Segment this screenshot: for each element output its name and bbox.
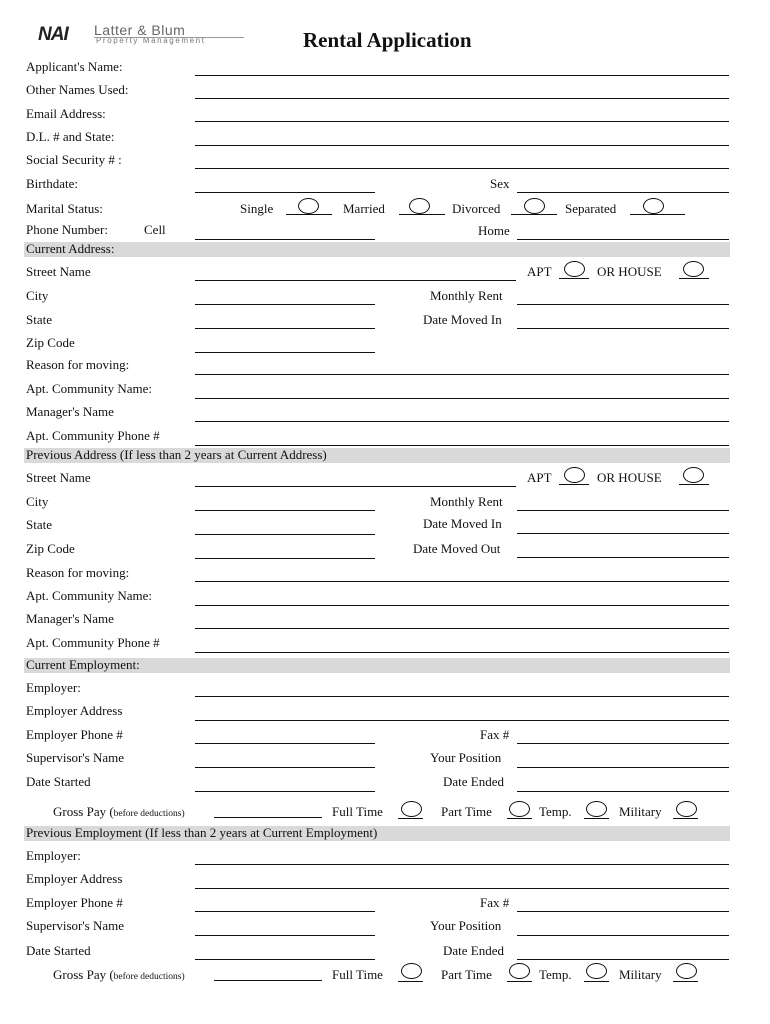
separated-label: Separated: [565, 201, 617, 216]
cur-military-label: Military: [619, 804, 662, 819]
cur-temp-label: Temp.: [539, 804, 572, 819]
cur-community-field[interactable]: [195, 398, 729, 399]
prev-community-phone-field[interactable]: [195, 652, 729, 653]
logo-name: Latter & Blum: [94, 22, 186, 38]
prev-house-label: OR HOUSE: [597, 470, 662, 485]
cur-state-label: State: [26, 312, 52, 327]
cur-full-time-label: Full Time: [332, 804, 383, 819]
email-field[interactable]: [195, 121, 729, 122]
prev-state-label: State: [26, 517, 52, 532]
cur-street-field[interactable]: [195, 280, 516, 281]
cur-employer-phone-label: Employer Phone #: [26, 727, 123, 742]
cur-zip-label: Zip Code: [26, 335, 75, 350]
prev-supervisor-label: Supervisor's Name: [26, 918, 125, 933]
cur-state-field[interactable]: [195, 328, 375, 329]
prev-temp-label: Temp.: [539, 967, 572, 982]
current-employment-heading: Current Employment:: [24, 658, 730, 673]
company-logo: [38, 22, 248, 46]
cur-house-radio[interactable]: [683, 261, 704, 277]
prev-manager-label: Manager's Name: [26, 611, 114, 626]
cur-supervisor-label: Supervisor's Name: [26, 750, 125, 765]
prev-employer-field[interactable]: [195, 864, 729, 865]
cur-fax-label: Fax #: [480, 727, 510, 742]
cur-full-time-radio[interactable]: [401, 801, 422, 817]
married-radio[interactable]: [409, 198, 430, 214]
cell-phone-field[interactable]: [195, 239, 375, 240]
cur-employer-label: Employer:: [26, 680, 81, 695]
cur-reason-label: Reason for moving:: [26, 357, 130, 372]
cur-date-started-field[interactable]: [195, 791, 375, 792]
cur-part-time-label: Part Time: [441, 804, 492, 819]
prev-employer-label: Employer:: [26, 848, 81, 863]
cur-rent-label: Monthly Rent: [430, 288, 503, 303]
cur-military-radio[interactable]: [676, 801, 697, 817]
prev-fax-field[interactable]: [517, 911, 729, 912]
prev-moved-out-field[interactable]: [517, 557, 729, 558]
cur-city-label: City: [26, 288, 49, 303]
page-title: Rental Application: [303, 28, 472, 52]
prev-community-label: Apt. Community Name:: [26, 588, 153, 603]
prev-apt-radio[interactable]: [564, 467, 585, 483]
cur-community-phone-field[interactable]: [195, 445, 729, 446]
previous-employment-heading: Previous Employment (If less than 2 years at Current Employment): [24, 826, 730, 841]
cur-community-label: Apt. Community Name:: [26, 381, 153, 396]
prev-reason-field[interactable]: [195, 581, 729, 582]
cur-apt-radio[interactable]: [564, 261, 585, 277]
prev-part-time-label: Part Time: [441, 967, 492, 982]
birthdate-field[interactable]: [195, 192, 375, 193]
prev-rent-label: Monthly Rent: [430, 494, 503, 509]
prev-rent-field[interactable]: [517, 510, 729, 511]
prev-temp-radio[interactable]: [586, 963, 607, 979]
current-address-heading: Current Address:: [24, 242, 730, 257]
prev-moved-in-field[interactable]: [517, 533, 729, 534]
prev-position-label: Your Position: [430, 918, 502, 933]
prev-street-field[interactable]: [195, 486, 516, 487]
cur-fax-field[interactable]: [517, 743, 729, 744]
divorced-label: Divorced: [452, 201, 501, 216]
prev-house-radio[interactable]: [683, 467, 704, 483]
dl-field[interactable]: [195, 145, 729, 146]
cur-temp-radio[interactable]: [586, 801, 607, 817]
cur-part-time-radio[interactable]: [509, 801, 530, 817]
prev-employer-phone-label: Employer Phone #: [26, 895, 123, 910]
prev-street-label: Street Name: [26, 470, 91, 485]
applicant-name-label: Applicant's Name:: [26, 59, 123, 74]
cur-date-ended-field[interactable]: [517, 791, 729, 792]
applicant-name-field[interactable]: [195, 75, 729, 76]
cur-supervisor-field[interactable]: [195, 767, 375, 768]
cur-reason-field[interactable]: [195, 374, 729, 375]
prev-date-ended-field[interactable]: [517, 959, 729, 960]
cur-moved-in-label: Date Moved In: [423, 312, 502, 327]
phone-label: Phone Number:: [26, 222, 108, 237]
prev-zip-field[interactable]: [195, 558, 375, 559]
sex-label: Sex: [490, 176, 510, 191]
prev-military-radio[interactable]: [676, 963, 697, 979]
sex-field[interactable]: [517, 192, 729, 193]
prev-full-time-label: Full Time: [332, 967, 383, 982]
prev-date-started-field[interactable]: [195, 959, 375, 960]
prev-position-field[interactable]: [517, 935, 729, 936]
prev-apt-label: APT: [527, 470, 552, 485]
prev-gross-pay-label: Gross Pay (before deductions): [53, 967, 185, 982]
cur-street-label: Street Name: [26, 264, 91, 279]
cur-zip-field[interactable]: [195, 352, 375, 353]
logo-sub: Property Management: [96, 36, 206, 45]
cur-manager-field[interactable]: [195, 421, 729, 422]
prev-gross-pay-field[interactable]: [214, 980, 322, 981]
married-label: Married: [343, 201, 385, 216]
cur-position-field[interactable]: [517, 767, 729, 768]
cur-house-label: OR HOUSE: [597, 264, 662, 279]
cur-position-label: Your Position: [430, 750, 502, 765]
cur-rent-field[interactable]: [517, 304, 729, 305]
ssn-label: Social Security # :: [26, 152, 122, 167]
birthdate-label: Birthdate:: [26, 176, 78, 191]
prev-employer-phone-field[interactable]: [195, 911, 375, 912]
dl-label: D.L. # and State:: [26, 129, 115, 144]
ssn-field[interactable]: [195, 168, 729, 169]
prev-full-time-radio[interactable]: [401, 963, 422, 979]
home-label: Home: [478, 223, 510, 238]
previous-address-heading: Previous Address (If less than 2 years at Current Address): [24, 448, 730, 463]
cur-moved-in-field[interactable]: [517, 328, 729, 329]
prev-date-started-label: Date Started: [26, 943, 91, 958]
prev-moved-in-label: Date Moved In: [423, 516, 502, 531]
single-radio[interactable]: [298, 198, 319, 214]
single-label: Single: [240, 201, 274, 216]
cur-date-started-label: Date Started: [26, 774, 91, 789]
cur-gross-pay-label: Gross Pay (before deductions): [53, 804, 185, 819]
prev-employer-address-label: Employer Address: [26, 871, 123, 886]
separated-radio[interactable]: [643, 198, 664, 214]
cur-city-field[interactable]: [195, 304, 375, 305]
prev-moved-out-label: Date Moved Out: [413, 541, 501, 556]
prev-city-field[interactable]: [195, 510, 375, 511]
prev-fax-label: Fax #: [480, 895, 510, 910]
prev-manager-field[interactable]: [195, 628, 729, 629]
cur-employer-field[interactable]: [195, 696, 729, 697]
cur-employer-address-label: Employer Address: [26, 703, 123, 718]
marital-label: Marital Status:: [26, 201, 103, 216]
cur-employer-address-field[interactable]: [195, 720, 729, 721]
cell-label: Cell: [144, 222, 166, 237]
prev-community-phone-label: Apt. Community Phone #: [26, 635, 160, 650]
prev-reason-label: Reason for moving:: [26, 565, 130, 580]
email-label: Email Address:: [26, 106, 106, 121]
cur-employer-phone-field[interactable]: [195, 743, 375, 744]
prev-state-field[interactable]: [195, 534, 375, 535]
home-phone-field[interactable]: [517, 239, 729, 240]
prev-city-label: City: [26, 494, 49, 509]
cur-manager-label: Manager's Name: [26, 404, 114, 419]
prev-employer-address-field[interactable]: [195, 888, 729, 889]
divorced-radio[interactable]: [524, 198, 545, 214]
cur-apt-label: APT: [527, 264, 552, 279]
prev-community-field[interactable]: [195, 605, 729, 606]
prev-military-label: Military: [619, 967, 662, 982]
prev-supervisor-field[interactable]: [195, 935, 375, 936]
prev-part-time-radio[interactable]: [509, 963, 530, 979]
other-names-label: Other Names Used:: [26, 82, 129, 97]
prev-zip-label: Zip Code: [26, 541, 75, 556]
other-names-field[interactable]: [195, 98, 729, 99]
cur-gross-pay-field[interactable]: [214, 817, 322, 818]
prev-date-ended-label: Date Ended: [443, 943, 505, 958]
logo-nai: NAI: [38, 24, 68, 45]
cur-date-ended-label: Date Ended: [443, 774, 505, 789]
cur-community-phone-label: Apt. Community Phone #: [26, 428, 160, 443]
